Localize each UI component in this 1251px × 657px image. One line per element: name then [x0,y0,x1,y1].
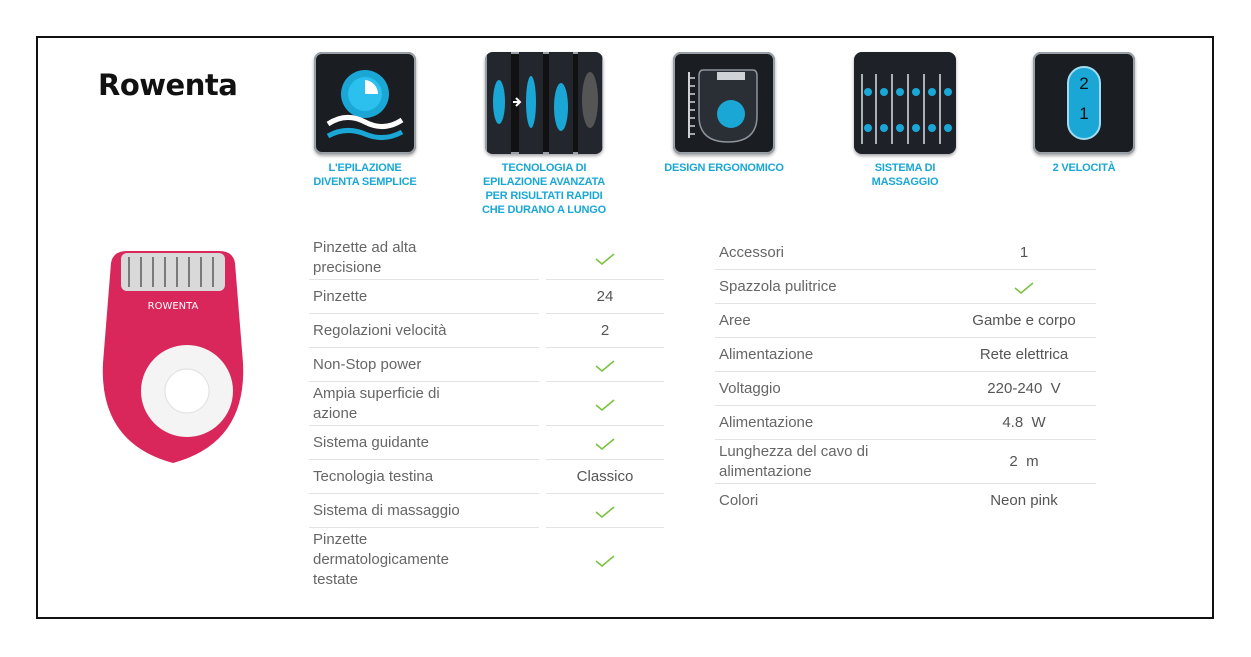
spec-row [309,494,664,528]
spec-row [309,460,664,494]
spec-row [309,382,664,426]
spec-row [715,440,1096,484]
check-icon [1014,281,1034,293]
spec-label: Colori [719,492,759,509]
feature-caption: 2 VELOCITÀ [1052,162,1116,174]
spec-value: 220-240 V [987,380,1061,397]
spec-row [715,270,1096,304]
check-icon [595,505,615,517]
feature-ergonomic [649,52,799,175]
feature-two-speeds [1009,52,1159,175]
speed-2-label: 2 [1079,74,1089,93]
ergonomic-design-icon [673,52,775,154]
spec-label: Ampia superficie di azione [313,385,440,422]
spec-label: Pinzette dermatologicamente testate [313,531,449,588]
spec-value: Neon pink [990,492,1058,509]
spec-value: 2 m [1009,453,1039,470]
spec-label: Pinzette ad alta precisione [313,239,417,276]
check-icon [595,437,615,449]
feature-caption: L'EPILAZIONE DIVENTA SEMPLICE [313,162,417,188]
spec-value: 2 [600,322,610,339]
check-icon [595,359,615,371]
spec-value: 4.8 W [1002,414,1046,431]
spec-label: Sistema guidante [313,434,429,451]
spec-label: Voltaggio [719,380,781,397]
spec-label: Pinzette [313,288,368,305]
spec-label: Non-Stop power [313,356,422,373]
spec-row [309,426,664,460]
spec-row [715,372,1096,406]
spec-row [715,406,1096,440]
two-speed-icon [1033,52,1135,154]
spec-label: Accessori [719,244,785,261]
spec-label: Spazzola pulitrice [719,278,837,295]
spec-row [309,348,664,382]
check-icon [595,252,615,264]
spec-row [715,304,1096,338]
epilator-product-image [93,243,253,473]
feature-massage [830,52,980,189]
feature-caption: DESIGN ERGONOMICO [664,162,784,174]
product-sheet [36,36,1214,619]
device-brand-mark: ROWENTA [147,301,199,312]
epilation-tech-icon [485,52,603,154]
feature-easy-epilation [290,52,440,189]
spec-row [715,484,1096,518]
feature-advanced-tech [469,52,619,217]
spec-row [715,338,1096,372]
spec-row [309,314,664,348]
spec-row [715,236,1096,270]
spec-value: 1 [1019,244,1029,261]
check-icon [595,398,615,410]
feature-caption: SISTEMA DI MASSAGGIO [871,162,939,188]
spec-row [309,236,664,280]
spec-label: Tecnologia testina [313,468,434,485]
spec-label: Alimentazione [719,346,814,363]
massage-system-icon [854,52,956,154]
spec-label: Alimentazione [719,414,814,431]
spec-value: Rete elettrica [979,346,1069,363]
spec-row [309,528,664,592]
spec-row [309,280,664,314]
spec-value: Gambe e corpo [972,312,1076,329]
spec-value: 24 [596,288,614,305]
clock-wave-icon [314,52,416,154]
brand-logo: Rowenta [98,68,238,102]
check-icon [595,554,615,566]
spec-label: Aree [719,312,751,329]
spec-value: Classico [576,468,634,485]
spec-label: Sistema di massaggio [313,502,460,519]
spec-label: Regolazioni velocità [313,322,447,339]
spec-label: Lunghezza del cavo di alimentazione [719,443,869,480]
speed-1-label: 1 [1079,104,1089,123]
feature-caption: TECNOLOGIA DI EPILAZIONE AVANZATA PER RISULTATI RAPIDI CHE DURANO A LUNGO [482,162,606,216]
